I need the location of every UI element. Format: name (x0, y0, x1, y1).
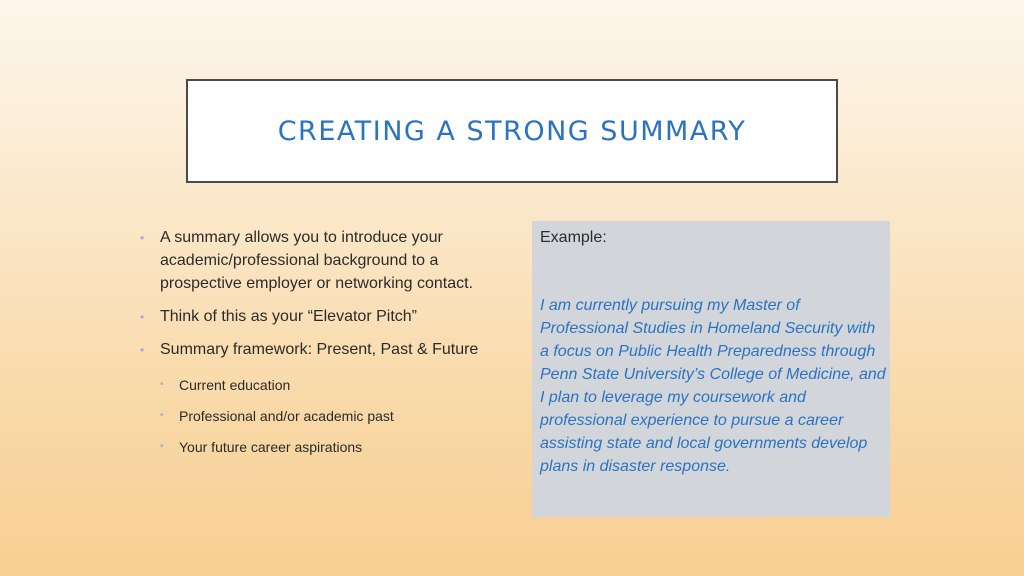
sub-bullet-item (160, 406, 500, 426)
slide-title: CREATING A STRONG SUMMARY (277, 115, 747, 147)
example-label: Example: (540, 229, 607, 246)
sub-bullet-text: Professional and/or academic past (179, 408, 394, 424)
bullet-dot-icon: • (140, 343, 145, 357)
bullet-dot-icon: • (160, 441, 164, 452)
bullet-text: A summary allows you to introduce your academic/professional background to a prospective employer or networking contact. (160, 229, 474, 292)
bullet-dot-icon: • (160, 410, 164, 421)
bullet-dot-icon: • (160, 379, 164, 390)
bullet-list (140, 226, 500, 468)
bullet-item (140, 305, 500, 328)
sub-bullet-item (160, 375, 500, 395)
bullet-text: Summary framework: Present, Past & Future (160, 341, 479, 358)
example-body: I am currently pursuing my Master of Professional Studies in Homeland Security with a focus on Public Health Preparedness through Penn State University’s College of Medicine, and I plan to leverage my coursework and professional experience to pursue a career assisting state and local governments develop plans in disaster response. (540, 297, 886, 475)
bullet-dot-icon: • (140, 310, 145, 324)
title-box (186, 79, 838, 183)
bullet-dot-icon: • (140, 231, 145, 245)
bullet-item (140, 338, 500, 361)
bullet-text: Think of this as your “Elevator Pitch” (160, 308, 417, 325)
sub-bullet-text: Current education (179, 377, 291, 393)
bullet-item (140, 226, 500, 295)
example-panel (532, 221, 890, 517)
sub-bullet-item (160, 437, 500, 457)
sub-bullet-text: Your future career aspirations (179, 439, 363, 455)
